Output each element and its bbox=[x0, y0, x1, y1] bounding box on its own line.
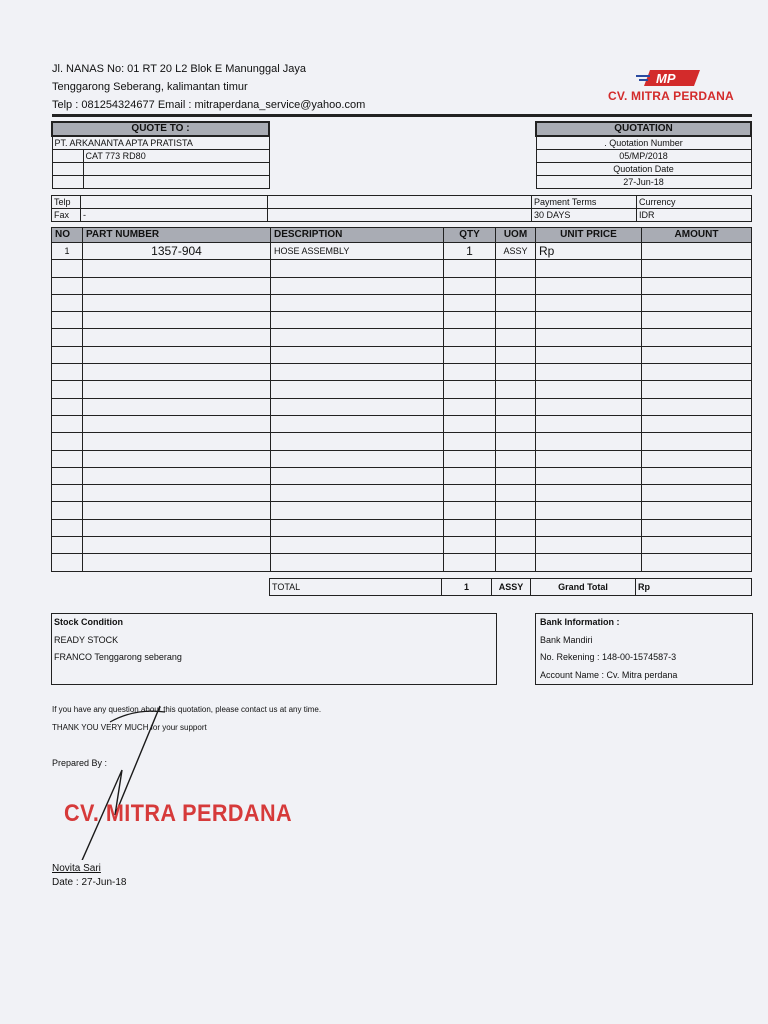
table-row-empty bbox=[52, 329, 752, 346]
prepared-by-label: Prepared By : bbox=[52, 758, 108, 768]
row-unit-price: Rp bbox=[536, 243, 642, 260]
signed-date: Date : 27-Jun-18 bbox=[52, 877, 127, 888]
table-row-empty bbox=[52, 277, 752, 294]
row-description: HOSE ASSEMBLY bbox=[271, 243, 444, 260]
table-row-empty bbox=[52, 450, 752, 467]
stock-line2: FRANCO Tenggarong seberang bbox=[54, 652, 182, 662]
bank-account-no: No. Rekening : 148-00-1574587-3 bbox=[540, 652, 677, 662]
table-row-empty bbox=[52, 485, 752, 502]
stock-line1: READY STOCK bbox=[54, 634, 119, 645]
customer-unit: CAT 773 RD80 bbox=[83, 150, 269, 163]
quotation-number: 05/MP/2018 bbox=[536, 150, 751, 163]
table-row-empty bbox=[52, 433, 752, 450]
company-logo-icon bbox=[636, 68, 702, 88]
company-address-line1: Jl. NANAS No: 01 RT 20 L2 Blok E Manunggal Jaya bbox=[52, 63, 306, 75]
row-qty: 1 bbox=[444, 243, 496, 260]
stock-condition-box bbox=[51, 613, 497, 685]
col-unit-price: UNIT PRICE bbox=[536, 228, 642, 243]
company-logo-name: CV. MITRA PERDANA bbox=[608, 89, 734, 103]
table-row bbox=[52, 243, 752, 260]
col-no: NO bbox=[52, 228, 83, 243]
telp-label: Telp bbox=[52, 196, 81, 209]
bank-title: Bank Information : bbox=[540, 617, 620, 627]
footer-note-question: If you have any question about this quotation, please contact us at any time. bbox=[52, 705, 322, 714]
signer-name: Novita Sari bbox=[52, 863, 101, 874]
table-row-empty bbox=[52, 260, 752, 277]
table-row-empty bbox=[52, 467, 752, 484]
quotation-date-label: Quotation Date bbox=[536, 163, 751, 176]
payment-terms-label: Payment Terms bbox=[532, 196, 637, 209]
row-part-number: 1357-904 bbox=[83, 243, 271, 260]
items-header-row bbox=[52, 228, 752, 243]
table-row-empty bbox=[52, 415, 752, 432]
table-row-empty bbox=[52, 381, 752, 398]
currency-value: IDR bbox=[637, 209, 752, 222]
grand-total-value: Rp bbox=[636, 579, 752, 596]
table-row-empty bbox=[52, 519, 752, 536]
col-uom: UOM bbox=[496, 228, 536, 243]
total-qty: 1 bbox=[442, 579, 492, 596]
company-address-line2: Tenggarong Seberang, kalimantan timur bbox=[52, 81, 248, 93]
total-table bbox=[269, 578, 752, 596]
col-qty: QTY bbox=[444, 228, 496, 243]
quotation-info-table bbox=[535, 121, 752, 189]
table-row-empty bbox=[52, 294, 752, 311]
table-row-empty bbox=[52, 312, 752, 329]
row-uom: ASSY bbox=[496, 243, 536, 260]
bank-info-box bbox=[535, 613, 753, 685]
customer-name: PT. ARKANANTA APTA PRATISTA bbox=[52, 136, 269, 150]
bank-name: Bank Mandiri bbox=[540, 634, 593, 645]
table-row-empty bbox=[52, 554, 752, 571]
quotation-number-label: . Quotation Number bbox=[536, 136, 751, 150]
table-row-empty bbox=[52, 346, 752, 363]
col-amount: AMOUNT bbox=[642, 228, 752, 243]
quotation-date: 27-Jun-18 bbox=[536, 176, 751, 189]
items-table bbox=[51, 227, 752, 572]
fax-value: - bbox=[81, 209, 268, 222]
grand-total-label: Grand Total bbox=[531, 579, 636, 596]
total-label: TOTAL bbox=[270, 579, 442, 596]
col-part-number: PART NUMBER bbox=[83, 228, 271, 243]
table-row-empty bbox=[52, 364, 752, 381]
quotation-header: QUOTATION bbox=[536, 122, 751, 136]
row-no: 1 bbox=[52, 243, 83, 260]
fax-label: Fax bbox=[52, 209, 81, 222]
company-contact-line: Telp : 081254324677 Email : mitraperdana_service@yahoo.com bbox=[52, 99, 366, 111]
total-uom: ASSY bbox=[492, 579, 531, 596]
col-description: DESCRIPTION bbox=[271, 228, 444, 243]
footer-note-thanks: THANK YOU VERY MUCH for your support bbox=[52, 723, 207, 732]
signature-icon bbox=[60, 700, 180, 860]
table-row-empty bbox=[52, 502, 752, 519]
stock-title: Stock Condition bbox=[54, 617, 123, 627]
quote-to-table bbox=[51, 121, 270, 189]
bank-account-name: Account Name : Cv. Mitra perdana bbox=[540, 669, 678, 680]
currency-label: Currency bbox=[637, 196, 752, 209]
contact-terms-table bbox=[51, 195, 752, 222]
quote-to-header: QUOTE TO : bbox=[52, 122, 269, 136]
table-row-empty bbox=[52, 537, 752, 554]
table-row-empty bbox=[52, 398, 752, 415]
payment-terms-value: 30 DAYS bbox=[532, 209, 637, 222]
logo-mark-text: MP bbox=[656, 71, 676, 86]
header-divider bbox=[52, 114, 752, 117]
row-amount bbox=[642, 243, 752, 260]
company-stamp: CV. MITRA PERDANA bbox=[64, 800, 293, 827]
